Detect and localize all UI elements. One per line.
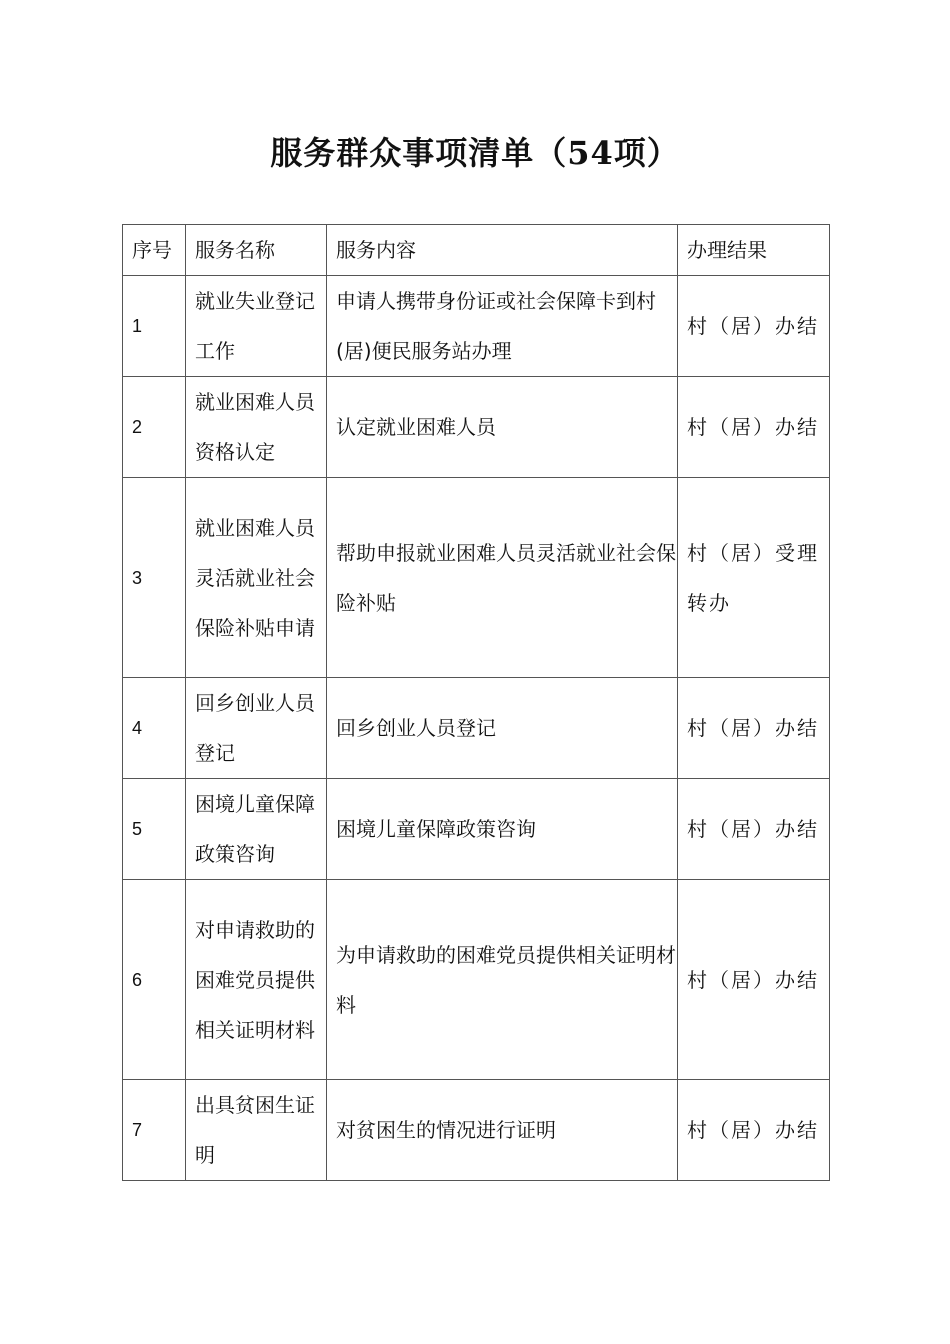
row-no: 7	[123, 1080, 186, 1181]
table-row	[123, 478, 830, 678]
row-name: 就业困难人员资格认定	[186, 377, 327, 478]
header-content: 服务内容	[327, 225, 678, 276]
row-name: 回乡创业人员登记	[186, 678, 327, 779]
services-table	[122, 224, 830, 1181]
row-content: 对贫困生的情况进行证明	[327, 1080, 678, 1181]
row-content: 帮助申报就业困难人员灵活就业社会保险补贴	[327, 478, 678, 678]
row-name: 就业困难人员灵活就业社会保险补贴申请	[186, 478, 327, 678]
row-no: 6	[123, 880, 186, 1080]
row-name: 就业失业登记工作	[186, 276, 327, 377]
row-result: 村（居）办结	[678, 880, 830, 1080]
row-no: 3	[123, 478, 186, 678]
table-row	[123, 377, 830, 478]
row-content: 申请人携带身份证或社会保障卡到村(居)便民服务站办理	[327, 276, 678, 377]
row-result: 村（居）办结	[678, 1080, 830, 1181]
table-row	[123, 779, 830, 880]
row-result: 村（居）办结	[678, 779, 830, 880]
row-content: 回乡创业人员登记	[327, 678, 678, 779]
header-name: 服务名称	[186, 225, 327, 276]
row-name: 困境儿童保障政策咨询	[186, 779, 327, 880]
row-content: 困境儿童保障政策咨询	[327, 779, 678, 880]
table-row	[123, 678, 830, 779]
table-row	[123, 880, 830, 1080]
row-no: 2	[123, 377, 186, 478]
row-name: 对申请救助的困难党员提供相关证明材料	[186, 880, 327, 1080]
row-name: 出具贫困生证明	[186, 1080, 327, 1181]
table-row	[123, 276, 830, 377]
table-header-row	[123, 225, 830, 276]
row-result: 村（居）办结	[678, 276, 830, 377]
row-content: 为申请救助的困难党员提供相关证明材料	[327, 880, 678, 1080]
row-content: 认定就业困难人员	[327, 377, 678, 478]
row-result: 村（居）办结	[678, 377, 830, 478]
page-title: 服务群众事项清单（54项）	[270, 134, 680, 172]
row-no: 4	[123, 678, 186, 779]
row-no: 1	[123, 276, 186, 377]
row-no: 5	[123, 779, 186, 880]
header-result: 办理结果	[678, 225, 830, 276]
table-row	[123, 1080, 830, 1181]
row-result: 村（居）办结	[678, 678, 830, 779]
row-result: 村（居）受理转办	[678, 478, 830, 678]
header-no: 序号	[123, 225, 186, 276]
